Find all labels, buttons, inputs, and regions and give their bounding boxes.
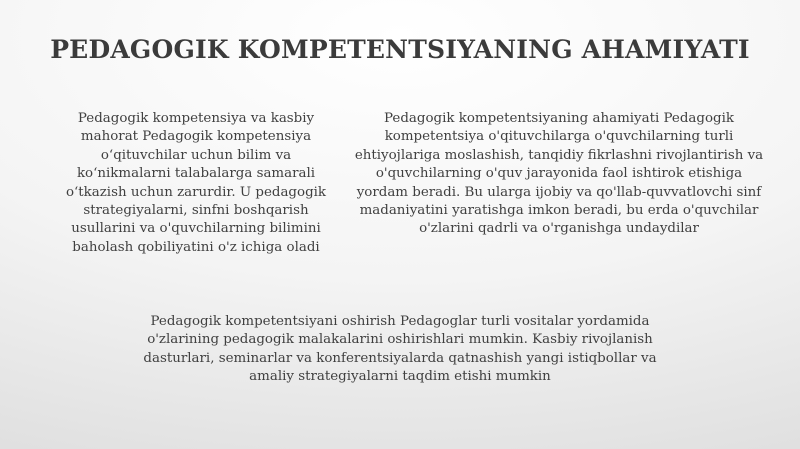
paragraph-importance: Pedagogik kompetentsiyaning ahamiyati Pedagogik kompetentsiya o'qituvchilarga o'quvchilarning turli ehtiyojlariga moslashish, tanqidiy fikrlashni rivojlantirish va o'quvchilarning o'quv jarayonida faol ishtirok etishiga yordam beradi. Bu ularga ijobiy va qo'llab-quvvatlovchi sinf madaniyatini yaratishga imkon beradi, bu erda o'quvchilar o'zlarini qadrli va o'rganishga undaydilar xyxy=(354,111,764,237)
slide-title: PEDAGOGIK KOMPETENTSIYANING AHAMIYATI xyxy=(50,35,750,64)
paragraph-improvement: Pedagogik kompetentsiyani oshirish Pedagoglar turli vositalar yordamida o'zlarining pedagogik malakalarini oshirishlari mumkin. Kasbiy rivojlanish dasturlari, seminarlar va konferentsiyalarda qatnashish yangi istiqbollar va amaliy strategiyalarni taqdim etishi mumkin xyxy=(143,314,657,385)
paragraph-competence-and-mastery: Pedagogik kompetensiya va kasbiy mahorat Pedagogik kompetensiya o‘qituvchilar uchun bilim va ko‘nikmalarni talabalarga samarali o‘tkazish uchun zarurdir. U pedagogik strategiyalarni, sinfni boshqarish usullarini va o'quvchilarning bilimini baholash qobiliyatini o'z ichiga oladi xyxy=(65,111,327,255)
